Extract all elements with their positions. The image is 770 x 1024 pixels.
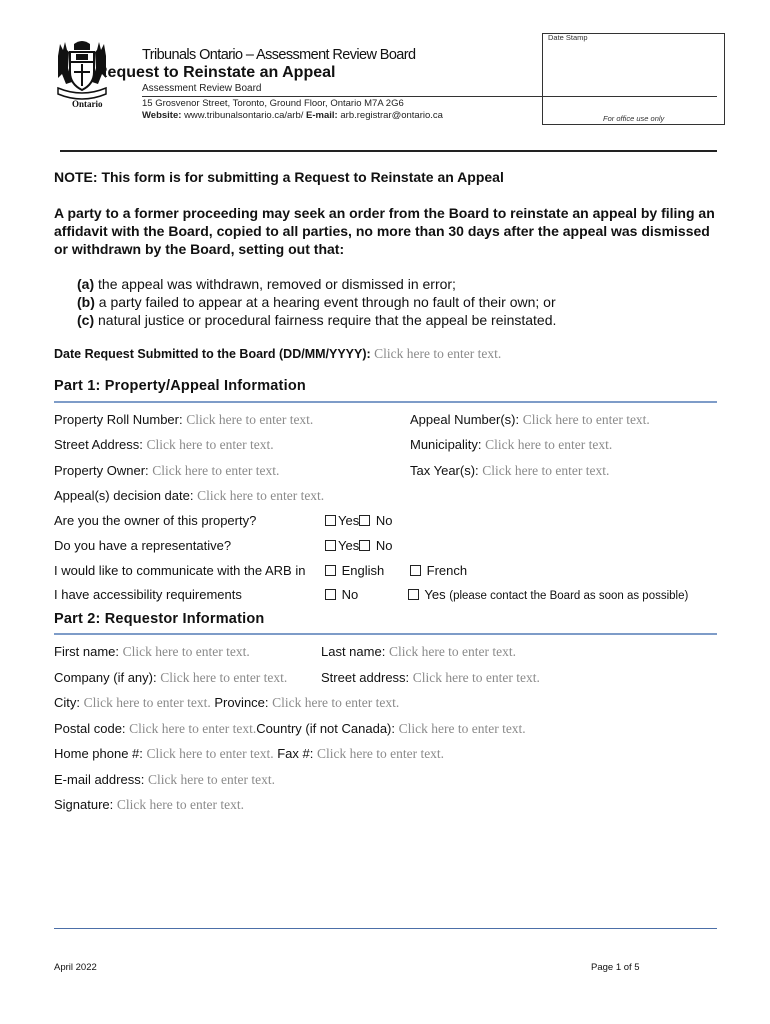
company-field[interactable]: Click here to enter text. <box>160 670 288 685</box>
owner-yes-checkbox[interactable] <box>325 515 336 526</box>
accessibility-no-option <box>325 587 358 602</box>
municipality-label: Municipality: <box>410 437 482 452</box>
rep-yes-label: Yes <box>338 538 360 553</box>
property-owner-label: Property Owner: <box>54 463 149 478</box>
part2-title: Part 2: Requestor Information <box>54 611 265 627</box>
criteria-item <box>77 294 556 310</box>
signature-label: Signature: <box>54 797 114 812</box>
representative-options <box>325 538 392 553</box>
board-contact <box>142 110 443 121</box>
tax-year-label: Tax Year(s): <box>410 463 479 478</box>
criteria-text: a party failed to appear at a hearing event through no fault of their own; or <box>94 294 556 310</box>
footer-date: April 2022 <box>54 962 97 973</box>
province-label: Province: <box>214 695 269 710</box>
rep-yes-checkbox[interactable] <box>325 540 336 551</box>
rep-no-label: No <box>375 538 393 553</box>
rep-no-checkbox[interactable] <box>359 540 370 551</box>
english-checkbox[interactable] <box>325 565 336 576</box>
date-request-field[interactable]: Click here to enter text. <box>374 346 502 361</box>
criteria-letter: (b) <box>77 294 95 310</box>
home-phone-label: Home phone #: <box>54 746 143 761</box>
representative-question: Do you have a representative? <box>54 538 232 553</box>
footer-divider <box>54 928 717 929</box>
owner-question: Are you the owner of this property? <box>54 513 257 528</box>
board-address: 15 Grosvenor Street, Toronto, Ground Floor, Ontario M7A 2G6 <box>142 98 404 109</box>
postal-code-field[interactable]: Click here to enter text. <box>129 721 257 736</box>
email-label: E-mail: <box>306 110 338 121</box>
english-label: English <box>341 563 385 578</box>
office-use-label: For office use only <box>603 114 665 123</box>
requestor-street-field[interactable]: Click here to enter text. <box>412 670 540 685</box>
form-note: NOTE: This form is for submitting a Request to Reinstate an Appeal <box>54 169 504 185</box>
date-request-row <box>54 346 501 362</box>
requestor-email-label: E-mail address: <box>54 772 145 787</box>
decision-date-row <box>54 488 324 504</box>
postal-code-label: Postal code: <box>54 721 126 736</box>
city-label: City: <box>54 695 80 710</box>
phone-fax-row <box>54 746 444 762</box>
criteria-item <box>77 276 456 292</box>
home-phone-field[interactable]: Click here to enter text. <box>146 746 274 761</box>
criteria-letter: (c) <box>77 312 95 328</box>
municipality-field[interactable]: Click here to enter text. <box>485 437 613 452</box>
appeal-number-label: Appeal Number(s): <box>410 412 520 427</box>
english-option <box>325 563 384 578</box>
accessibility-yes-note: (please contact the Board as soon as possible) <box>449 590 689 602</box>
tax-year-row <box>410 463 609 479</box>
intro-paragraph: A party to a former proceeding may seek an order from the Board to reinstate an appeal by filing an affidavit with the Board, copied to all parties, no more than 30 days after the appeal was dismissed or withdrawn by the Board, setting out that: <box>54 205 715 257</box>
signature-row <box>54 797 244 813</box>
date-stamp-label: Date Stamp <box>548 33 588 42</box>
street-address-row <box>54 437 274 453</box>
accessibility-yes-label: Yes <box>424 587 446 602</box>
roll-number-field[interactable]: Click here to enter text. <box>186 412 314 427</box>
decision-date-label: Appeal(s) decision date: <box>54 488 194 503</box>
roll-number-label: Property Roll Number: <box>54 412 183 427</box>
accessibility-question: I have accessibility requirements <box>54 587 242 602</box>
first-name-label: First name: <box>54 644 120 659</box>
website-label: Website: <box>142 110 182 121</box>
last-name-field[interactable]: Click here to enter text. <box>388 644 517 659</box>
country-label: Country (if not Canada): <box>256 721 395 736</box>
part2-divider <box>54 633 717 635</box>
accessibility-no-label: No <box>341 587 359 602</box>
property-owner-field[interactable]: Click here to enter text. <box>152 463 280 478</box>
criteria-letter: (a) <box>77 276 95 292</box>
company-label: Company (if any): <box>54 670 157 685</box>
accessibility-no-checkbox[interactable] <box>325 589 336 600</box>
criteria-text: the appeal was withdrawn, removed or dismissed in error; <box>94 276 456 292</box>
requestor-street-row <box>321 670 540 686</box>
top-divider <box>60 150 717 152</box>
criteria-text: natural justice or procedural fairness require that the appeal be reinstated. <box>94 312 557 328</box>
owner-yes-label: Yes <box>338 513 360 528</box>
roll-number-row <box>54 412 313 428</box>
logo-wordmark: Ontario <box>72 99 103 109</box>
requestor-email-field[interactable]: Click here to enter text. <box>147 772 276 787</box>
municipality-row <box>410 437 612 453</box>
page-number: Page 1 of 5 <box>591 962 640 973</box>
part1-divider <box>54 401 717 403</box>
property-owner-row <box>54 463 279 479</box>
signature-field[interactable]: Click here to enter text. <box>116 797 244 812</box>
language-question: I would like to communicate with the ARB in <box>54 563 306 578</box>
owner-options <box>325 513 392 528</box>
french-label: French <box>426 563 468 578</box>
date-stamp-box <box>542 33 725 125</box>
website-link[interactable]: www.tribunalsontario.ca/arb/ <box>184 110 304 121</box>
first-name-field[interactable]: Click here to enter text. <box>122 644 250 659</box>
street-address-field[interactable]: Click here to enter text. <box>146 437 274 452</box>
city-province-row <box>54 695 399 711</box>
criteria-item <box>77 312 556 328</box>
organization-name: Tribunals Ontario – Assessment Review Board <box>142 47 416 63</box>
country-field[interactable]: Click here to enter text. <box>398 721 526 736</box>
city-field[interactable]: Click here to enter text. <box>83 695 211 710</box>
french-option <box>410 563 467 578</box>
street-address-label: Street Address: <box>54 437 143 452</box>
fax-label: Fax #: <box>277 746 314 761</box>
accessibility-yes-option <box>408 587 688 602</box>
french-checkbox[interactable] <box>410 565 421 576</box>
last-name-label: Last name: <box>321 644 386 659</box>
company-row <box>54 670 287 686</box>
appeal-number-row <box>410 412 650 428</box>
accessibility-yes-checkbox[interactable] <box>408 589 419 600</box>
email-link[interactable]: arb.registrar@ontario.ca <box>340 110 443 121</box>
postal-country-row <box>54 721 526 737</box>
part1-title: Part 1: Property/Appeal Information <box>54 378 306 394</box>
last-name-row <box>321 644 516 660</box>
form-title: Request to Reinstate an Appeal <box>96 64 336 81</box>
first-name-row <box>54 644 250 660</box>
date-request-label: Date Request Submitted to the Board (DD/MM/YYYY): <box>54 347 371 361</box>
board-name: Assessment Review Board <box>142 83 262 94</box>
tax-year-field[interactable]: Click here to enter text. <box>482 463 610 478</box>
province-field[interactable]: Click here to enter text. <box>272 695 400 710</box>
requestor-street-label: Street address: <box>321 670 410 685</box>
owner-no-label: No <box>375 513 393 528</box>
email-row <box>54 772 275 788</box>
fax-field[interactable]: Click here to enter text. <box>316 746 445 761</box>
decision-date-field[interactable]: Click here to enter text. <box>197 488 325 503</box>
owner-no-checkbox[interactable] <box>359 515 370 526</box>
appeal-number-field[interactable]: Click here to enter text. <box>522 412 650 427</box>
